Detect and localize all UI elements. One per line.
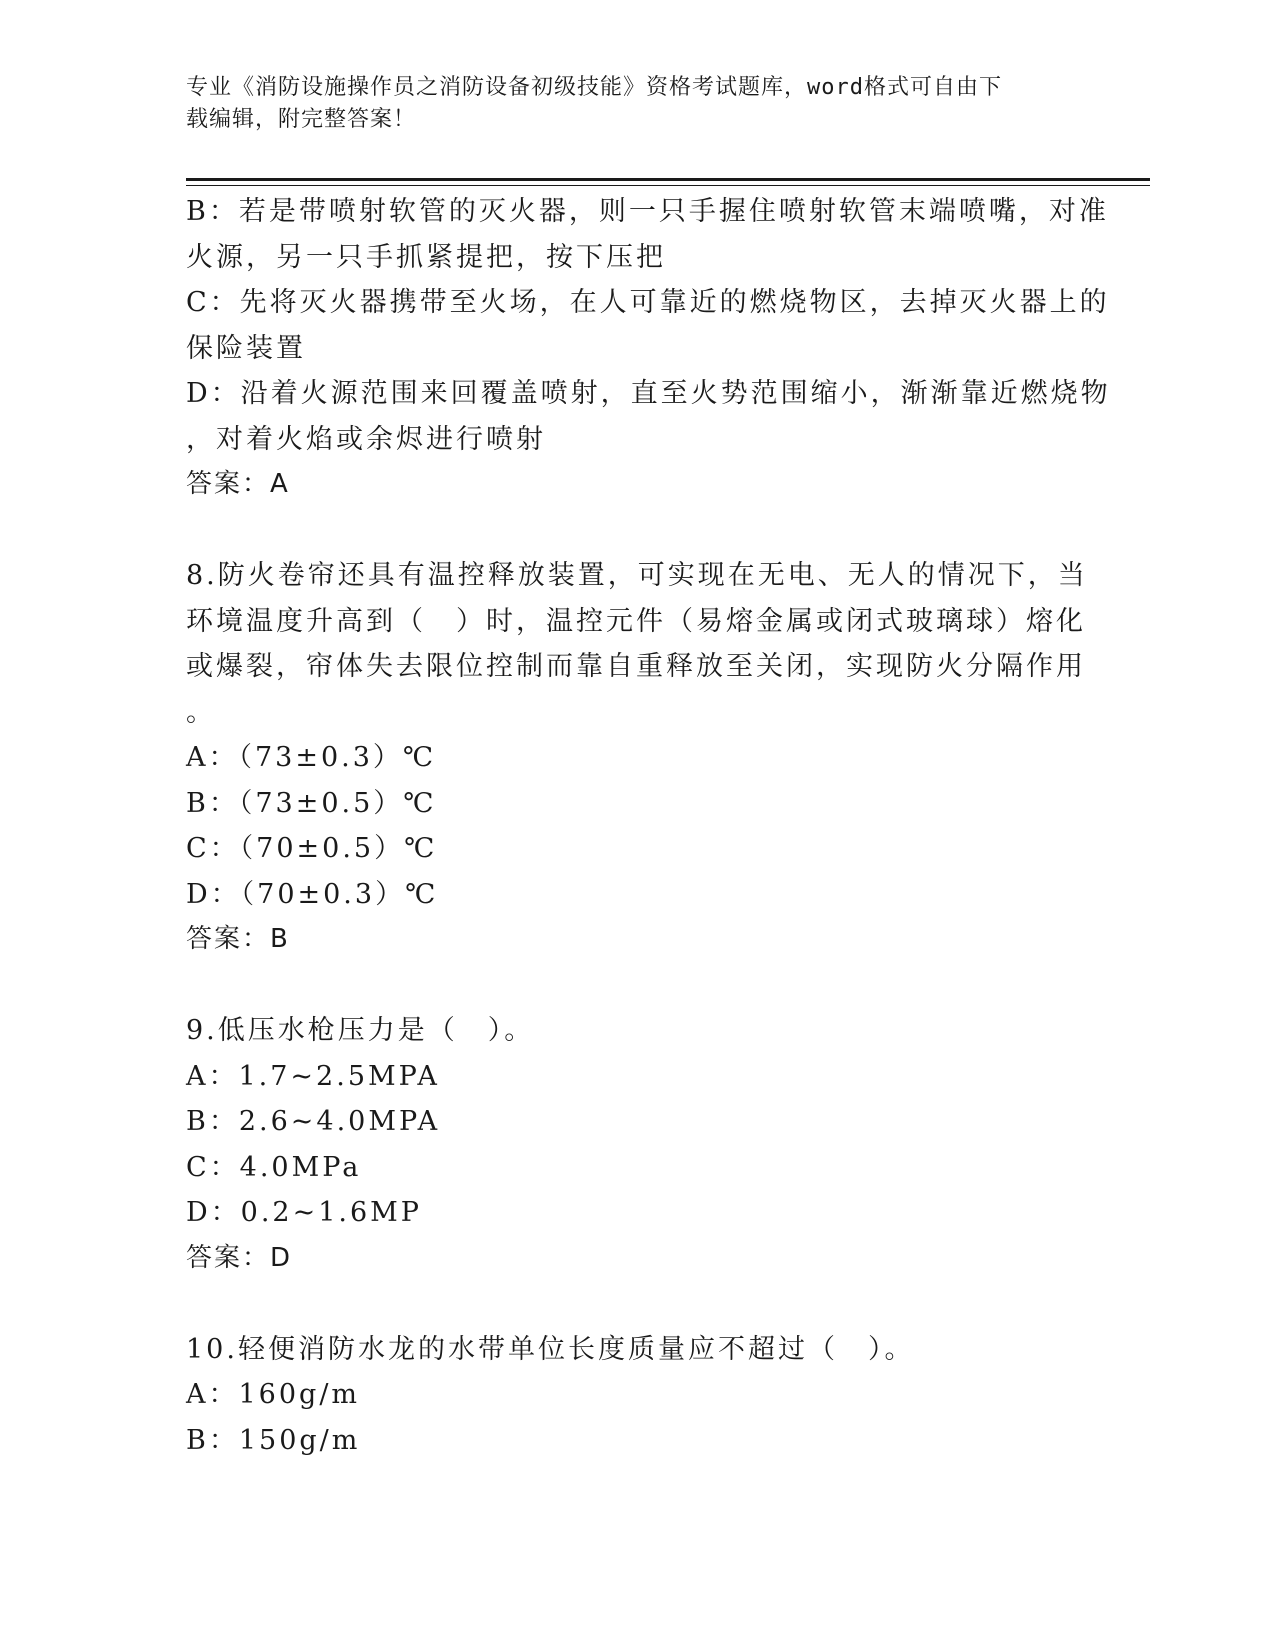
header-line-1: 专业《消防设施操作员之消防设备初级技能》资格考试题库，word格式可自由下	[186, 75, 1002, 100]
q8-stem-line-3: 或爆裂，帘体失去限位控制而靠自重释放至关闭，实现防火分隔作用	[186, 651, 1086, 682]
q8-option-a: A：（73±0.3）℃	[186, 742, 437, 773]
question-10	[186, 1327, 1066, 1464]
document-header	[186, 72, 1066, 136]
q10-stem: 10.轻便消防水龙的水带单位长度质量应不超过（ ）。	[186, 1333, 915, 1365]
question-8	[186, 553, 1088, 963]
q9-option-d: D：0.2~1.6MP	[186, 1197, 422, 1228]
q10-option-a: A：160g/m	[186, 1379, 361, 1410]
q7-option-d-line-2: ，对着火焰或余烬进行喷射	[186, 423, 546, 455]
q7-option-b-line-1: B：若是带喷射软管的灭火器，则一只手握住喷射软管末端喷嘴，对准	[186, 196, 1109, 227]
q8-stem-line-1: 8.防火卷帘还具有温控释放装置，可实现在无电、无人的情况下，当	[186, 560, 1088, 591]
q9-option-c: C：4.0MPa	[186, 1151, 362, 1183]
q8-option-c: C：（70±0.5）℃	[186, 833, 438, 864]
q9-option-a: A：1.7~2.5MPA	[186, 1060, 440, 1092]
q8-answer: 答案：B	[186, 924, 290, 954]
spacer	[186, 1281, 1066, 1327]
q7-option-b-line-2: 火源，另一只手抓紧提把，按下压把	[186, 241, 666, 273]
q7-option-c-line-2: 保险装置	[186, 332, 306, 364]
q8-stem-line-2: 环境温度升高到（ ）时，温控元件（易熔金属或闭式玻璃球）熔化	[186, 605, 1086, 637]
spacer	[186, 508, 1066, 554]
q8-option-b: B：（73±0.5）℃	[186, 787, 437, 819]
q7-answer: 答案：A	[186, 469, 290, 499]
q8-option-d: D：（70±0.3）℃	[186, 878, 439, 910]
header-rule-thick	[186, 178, 1150, 181]
q9-answer: 答案：D	[186, 1242, 293, 1273]
q7-option-c-line-1: C：先将灭火器携带至火场，在人可靠近的燃烧物区，去掉灭火器上的	[186, 287, 1110, 318]
question-9	[186, 1008, 1066, 1281]
q8-stem-line-4: 。	[186, 696, 216, 728]
q10-option-b: B：150g/m	[186, 1424, 361, 1456]
header-line-2: 载编辑，附完整答案！	[186, 107, 417, 132]
q7-option-d-line-1: D：沿着火源范围来回覆盖喷射，直至火势范围缩小，渐渐靠近燃烧物	[186, 378, 1111, 409]
header-rule-thin	[186, 185, 1150, 186]
q9-stem: 9.低压水枪压力是（ ）。	[186, 1015, 535, 1046]
question-content	[186, 189, 1111, 1463]
spacer	[186, 963, 1066, 1009]
question-7-options	[186, 189, 1111, 508]
q9-option-b: B：2.6~4.0MPA	[186, 1106, 441, 1137]
